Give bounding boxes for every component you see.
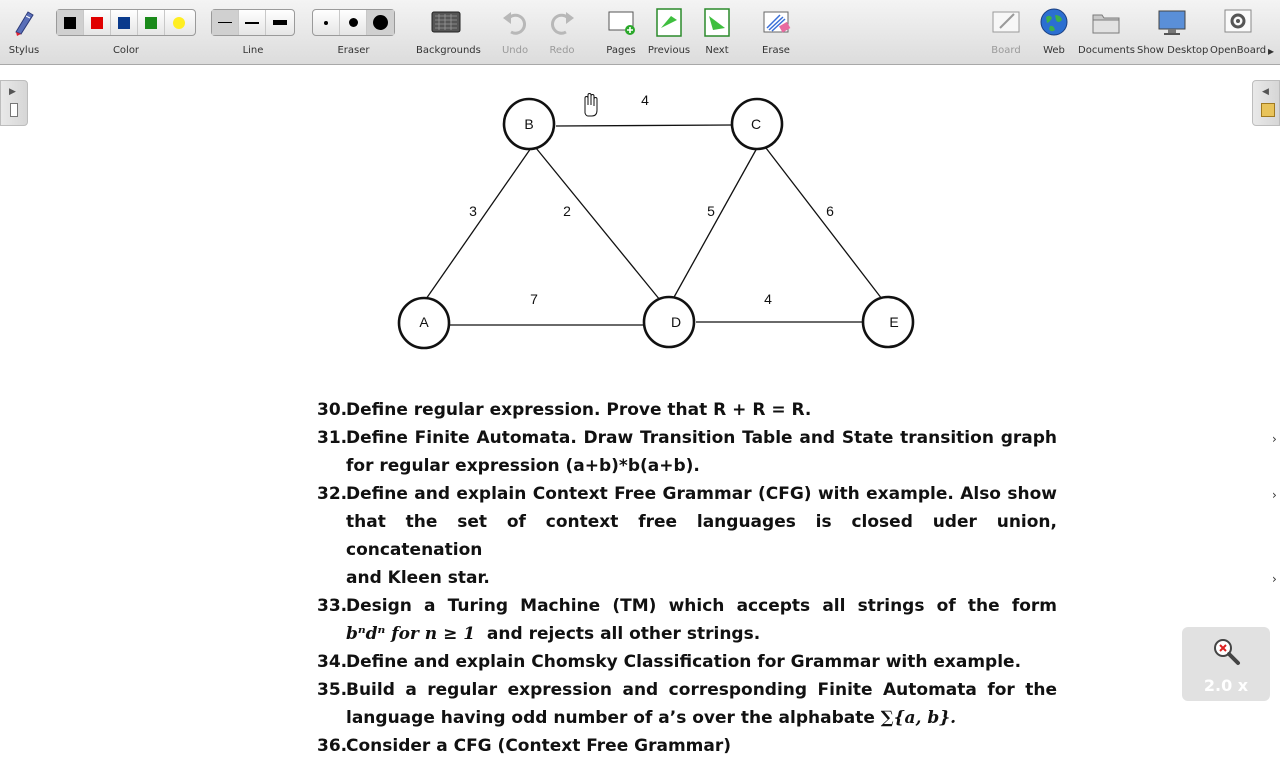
question-text-cont: for regular expression (a+b)*b(a+b). <box>346 456 700 476</box>
weighted-graph <box>0 65 1280 375</box>
zoom-widget[interactable] <box>1182 627 1270 701</box>
question-text: Design a Turing Machine (TM) which accepts all strings of the form <box>346 596 1057 616</box>
edge-b-c-weight: 4 <box>641 92 649 108</box>
color-group <box>56 0 196 65</box>
previous-icon <box>653 6 685 38</box>
edge-c-e <box>766 148 882 299</box>
zoom-magnifier-icon <box>1210 635 1242 667</box>
redo-button[interactable] <box>545 0 579 65</box>
backgrounds-label: Backgrounds <box>416 45 481 56</box>
color-swatch-blue[interactable] <box>111 10 138 35</box>
stylus-icon <box>8 6 40 38</box>
node-c-label: C <box>750 116 762 132</box>
edge-a-b <box>426 148 531 299</box>
node-a-label: A <box>419 314 429 330</box>
question-35 <box>317 676 1057 732</box>
question-34 <box>317 648 1057 676</box>
undo-icon <box>499 6 531 38</box>
expand-left-icon: ◀ <box>1262 87 1269 97</box>
openboard-label: OpenBoard <box>1210 45 1267 56</box>
question-number: 35. <box>317 680 348 700</box>
line-thin-option[interactable] <box>212 10 239 35</box>
board-button[interactable] <box>986 0 1026 65</box>
question-32 <box>317 480 1057 592</box>
previous-button[interactable] <box>646 0 692 65</box>
erase-icon <box>760 6 792 38</box>
question-31 <box>317 424 1057 480</box>
show-desktop-button[interactable] <box>1137 0 1207 65</box>
math-expression: bⁿdⁿ for n ≥ 1 <box>346 624 476 644</box>
zoom-level: 2.0 x <box>1203 676 1249 695</box>
pages-button[interactable] <box>601 0 641 65</box>
line-thick-option[interactable] <box>266 10 293 35</box>
node-d-label: D <box>670 314 682 330</box>
question-text-line2 <box>346 620 1057 648</box>
redo-label: Redo <box>549 45 575 56</box>
color-swatch-red[interactable] <box>84 10 111 35</box>
undo-label: Undo <box>501 45 529 56</box>
globe-icon <box>1038 6 1070 38</box>
expand-right-icon: ▶ <box>9 87 16 97</box>
question-text-line2 <box>346 704 1057 732</box>
erase-label: Erase <box>762 45 790 56</box>
edge-b-d <box>536 148 660 300</box>
color-palette <box>56 9 196 36</box>
show-desktop-label: Show Desktop <box>1137 45 1209 56</box>
question-text: Define and explain Context Free Grammar (CFG) with example. Also show that the set of context free languages is closed uder union, concatenation <box>346 484 1057 560</box>
documents-label: Documents <box>1078 45 1136 56</box>
edge-d-e-weight: 4 <box>764 291 772 307</box>
edge-a-d-weight: 7 <box>530 291 538 307</box>
question-text: Define Finite Automata. Draw Transition Table and State transition graph <box>346 428 1057 448</box>
question-33 <box>317 592 1057 648</box>
edge-c-e-weight: 6 <box>826 203 834 219</box>
eraser-medium-option[interactable] <box>340 10 367 35</box>
toolbar <box>0 0 1280 65</box>
question-36 <box>317 732 1057 760</box>
eraser-small-option[interactable] <box>313 10 340 35</box>
undo-button[interactable] <box>498 0 532 65</box>
eraser-large-option[interactable] <box>367 10 394 35</box>
pages-icon <box>605 6 637 38</box>
question-text-cont: and rejects all other strings. <box>486 624 761 644</box>
edge-c-d-weight: 5 <box>707 203 715 219</box>
eraser-group <box>312 0 395 65</box>
question-30 <box>317 396 1057 424</box>
question-text: Define regular expression. Prove that R + R = R. <box>346 400 812 420</box>
question-number: 36. <box>317 736 348 756</box>
question-text-cont: and Kleen star. <box>346 568 490 588</box>
next-label: Next <box>705 45 729 56</box>
previous-label: Previous <box>647 45 691 56</box>
stylus-label: Stylus <box>8 45 40 56</box>
question-text: Define and explain Chomsky Classification for Grammar with example. <box>346 652 1022 672</box>
next-button[interactable] <box>697 0 737 65</box>
line-medium-option[interactable] <box>239 10 266 35</box>
hand-cursor-icon <box>585 94 597 117</box>
monitor-icon <box>1156 6 1188 38</box>
question-text: Build a regular expression and corresponding Finite Automata for the <box>346 680 1057 700</box>
eraser-palette <box>312 9 395 36</box>
erase-button[interactable] <box>756 0 796 65</box>
toolbar-overflow-icon[interactable]: ▸ <box>1268 44 1275 58</box>
edge-b-c <box>556 125 732 126</box>
question-number: 34. <box>317 652 348 672</box>
question-text-cont: language having odd number of a’s over the alphabate <box>346 708 875 728</box>
web-button[interactable] <box>1034 0 1074 65</box>
web-label: Web <box>1043 45 1065 56</box>
pages-label: Pages <box>606 45 636 56</box>
documents-button[interactable] <box>1078 0 1134 65</box>
question-number: 31. <box>317 428 348 448</box>
openboard-button[interactable] <box>1210 0 1266 65</box>
redo-icon <box>546 6 578 38</box>
question-text: Consider a CFG (Context Free Grammar) <box>346 736 731 756</box>
question-number: 32. <box>317 484 348 504</box>
color-swatch-green[interactable] <box>138 10 165 35</box>
gear-icon <box>1222 6 1254 38</box>
next-icon <box>701 6 733 38</box>
edge-a-b-weight: 3 <box>469 203 477 219</box>
folder-icon <box>1090 6 1122 38</box>
edge-c-d <box>673 148 757 299</box>
board-label: Board <box>991 45 1021 56</box>
question-number: 33. <box>317 596 348 616</box>
offscreen-mark: › <box>1272 572 1277 586</box>
node-e <box>863 297 913 347</box>
color-label: Color <box>112 45 140 56</box>
line-label: Line <box>242 45 264 56</box>
line-palette <box>211 9 295 36</box>
question-list <box>317 396 1057 760</box>
math-expression: ∑{a, b}. <box>880 708 957 728</box>
node-d <box>644 297 694 347</box>
backgrounds-icon <box>430 6 462 38</box>
backgrounds-button[interactable] <box>416 0 481 65</box>
node-e-label: E <box>889 314 899 330</box>
offscreen-mark: › <box>1272 432 1277 446</box>
eraser-label: Eraser <box>337 45 370 56</box>
question-number: 30. <box>317 400 348 420</box>
stylus-button[interactable] <box>4 0 44 65</box>
color-swatch-yellow[interactable] <box>165 10 192 35</box>
color-swatch-black[interactable] <box>57 10 84 35</box>
board-icon <box>990 6 1022 38</box>
line-group <box>211 0 295 65</box>
edge-b-d-weight: 2 <box>563 203 571 219</box>
node-b-label: B <box>524 116 534 132</box>
offscreen-mark: › <box>1272 488 1277 502</box>
